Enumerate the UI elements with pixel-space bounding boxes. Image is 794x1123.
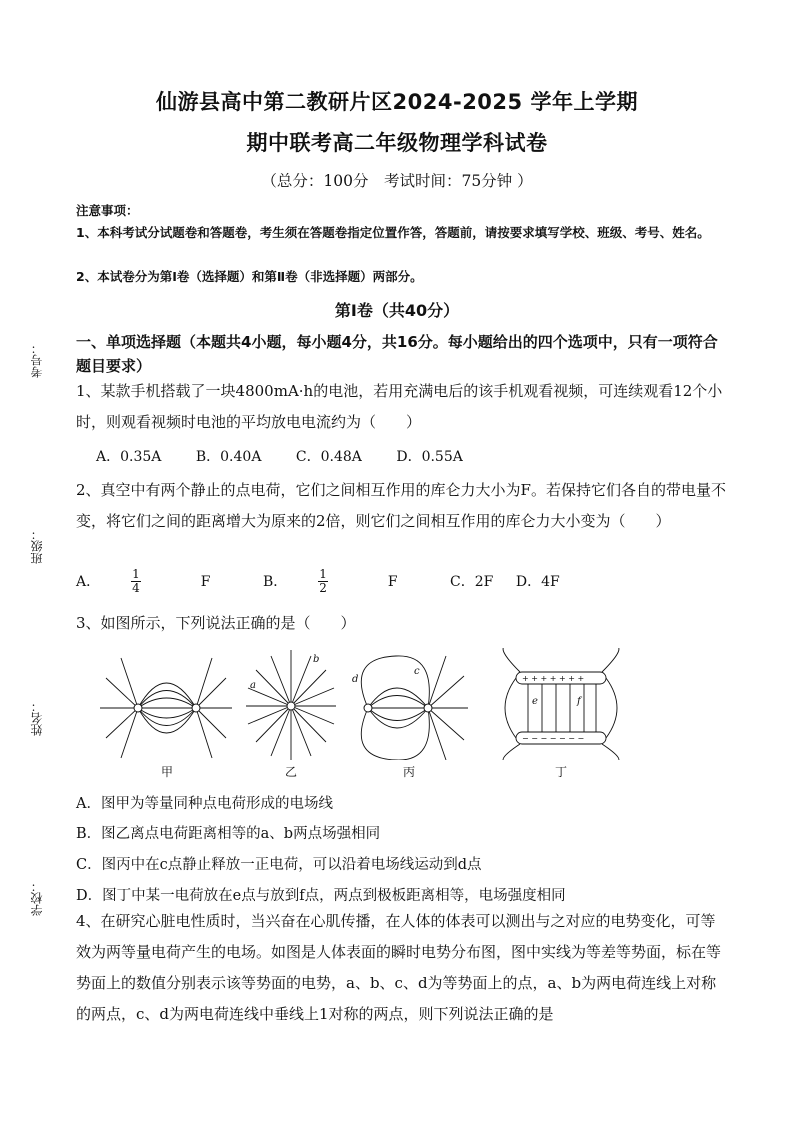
q3-option-c: C．图丙中在c点静止释放一正电荷，可以沿着电场线运动到d点 [76, 857, 482, 873]
exam-title-line2: 期中联考高二年级物理学科试卷 [246, 131, 548, 155]
point-e-label: e [532, 696, 538, 707]
point-d-label: d [352, 674, 359, 685]
question-2-options [76, 568, 590, 595]
point-f-label: f [577, 696, 581, 707]
side-label-school: 学校： [30, 880, 44, 916]
point-a-label: a [250, 680, 256, 691]
figure-label-bing: 丙 [403, 765, 416, 779]
q2-option-d: D．4F [515, 573, 560, 590]
section-title: 第Ⅰ卷（共40分） [334, 301, 460, 320]
side-label-name: 姓名： [30, 700, 44, 736]
question-3-text: 3、如图所示，下列说法正确的是（ ） [76, 614, 356, 632]
q1-option-b: B．0.40A [195, 449, 262, 465]
plate-top-charges: + + + + + + + [522, 674, 585, 683]
q1-option-c: C．0.48A [295, 449, 362, 465]
q1-option-a: A．0.35A [96, 449, 162, 465]
exam-subtitle: （总分：100分 考试时间：75分钟 ） [261, 172, 533, 190]
plate-bottom-charges: − − − − − − − [522, 734, 585, 743]
figure-jia [100, 658, 232, 758]
question-1-text: 1、某款手机搭载了一块4800mA·h的电池，若用充满电后的该手机观看视频，可连续观看12个小时，则观看视频时电池的平均放电电流约为（ ） [76, 382, 723, 431]
side-label-class: 班级： [30, 528, 44, 564]
figure-label-yi: 乙 [285, 765, 298, 779]
q3-option-d: D．图丁中某一电荷放在e点与放到f点，两点到极板距离相等，电场强度相同 [76, 888, 566, 904]
point-c-label: c [414, 666, 420, 677]
q2-option-b: B． $\frac{1}{2}$ F [262, 567, 398, 595]
part-heading: 一、单项选择题（本题共4小题，每小题4分，共16分。每小题给出的四个选项中，只有一项符合题目要求） [76, 333, 718, 375]
notice-heading: 注意事项： [76, 203, 139, 218]
notice-item-1: 1、本科考试分试题卷和答题卷，考生须在答题卷指定位置作答，答题前，请按要求填写学校、班级、考号、姓名。 [76, 225, 710, 240]
exam-title-line1: 仙游县高中第二教研片区2024-2025 学年上学期 [156, 90, 638, 114]
q2-option-c: C．2F [450, 573, 494, 590]
q1-option-d: D．0.55A [396, 449, 463, 465]
q3-option-b: B．图乙离点电荷距离相等的a、b两点场强相同 [76, 826, 381, 842]
q2-option-a: A． $\frac{1}{4}$ F [76, 567, 211, 595]
figure-ding [503, 648, 619, 760]
question-1-options [96, 446, 493, 466]
figure-label-jia: 甲 [161, 765, 174, 779]
q3-option-a: A．图甲为等量同种点电荷形成的电场线 [76, 796, 333, 812]
side-label-exam-number: 考号： [30, 342, 44, 378]
question-2-text: 2、真空中有两个静止的点电荷，它们之间相互作用的库仑力大小为F。若保持它们各自的带电量不变，将它们之间的距离增大为原来的2倍，则它们之间相互作用的库仑力大小变为（ ） [76, 481, 726, 530]
figure-label-ding: 丁 [555, 765, 568, 779]
notice-item-2: 2、本试卷分为第Ⅰ卷（选择题）和第Ⅱ卷（非选择题）两部分。 [76, 269, 423, 284]
electric-field-figures [96, 648, 626, 760]
point-b-label: b [313, 654, 320, 665]
question-4-text: 4、在研究心脏电性质时，当兴奋在心肌传播，在人体的体表可以测出与之对应的电势变化，可等效为两等量电荷产生的电场。如图是人体表面的瞬时电势分布图，图中实线为等差等势面，标在等势面上的数值分别表示该等势面的电势，a、b、c、d为等势面上的点，a、b为两电荷连线上对称的两点，c、d为两电荷连线中垂线上1对称的两点，则下列说法正确的是 [76, 912, 722, 1023]
